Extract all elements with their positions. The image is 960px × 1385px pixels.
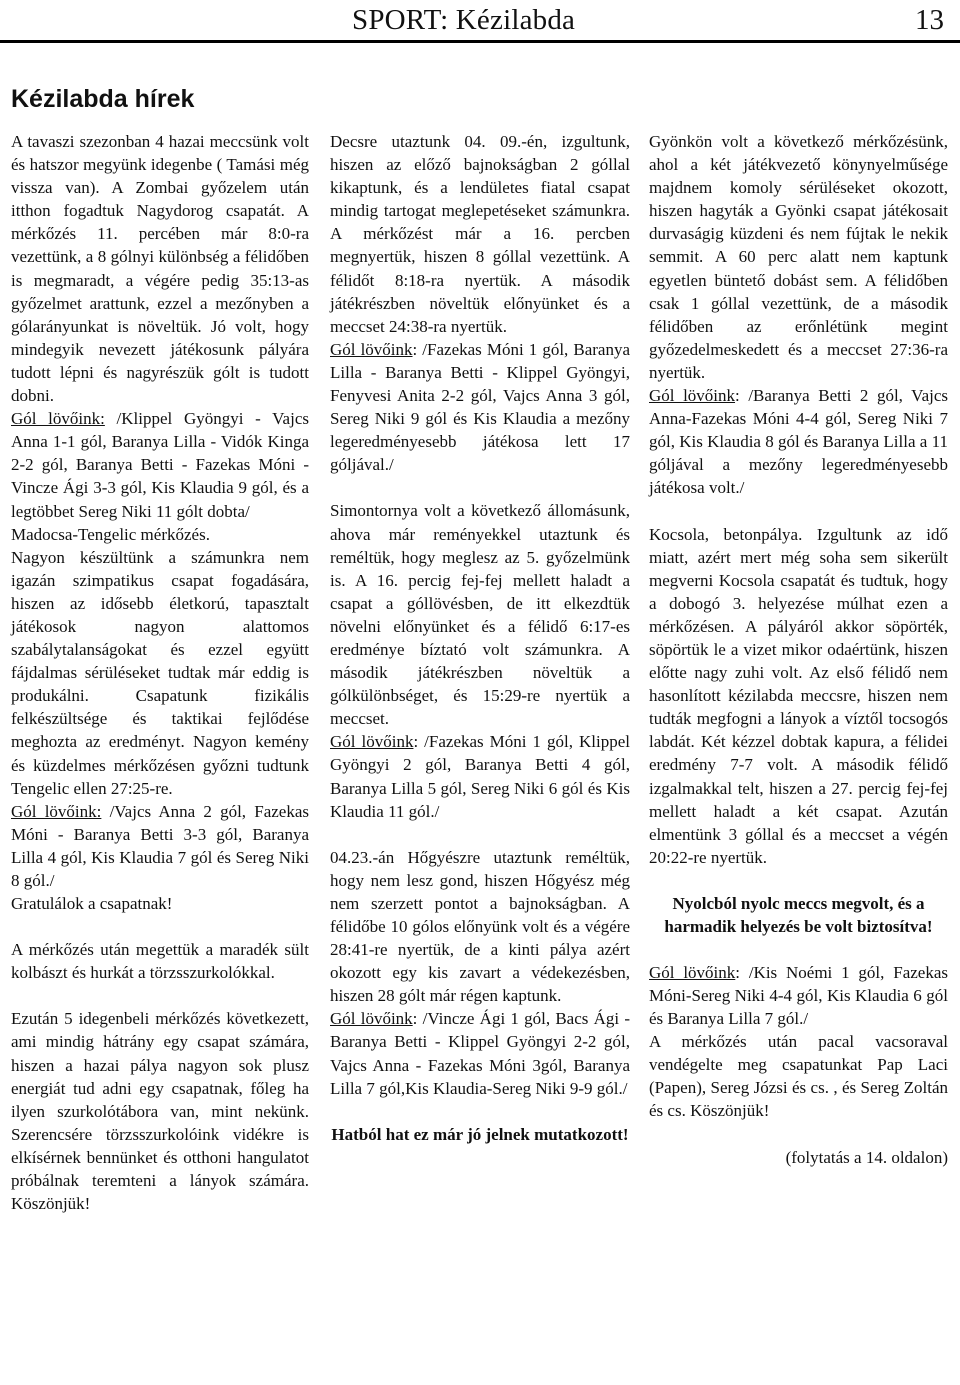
paragraph — [649, 961, 948, 1030]
scorers-list: : /Fazekas Móni 1 gól, Klippel Gyöngyi 2 gól, Baranya Betti 4 gól, Baranya Lilla 5 gól, Sereg Niki 6 gól és Kis Klaudia 11 gól./ — [330, 732, 630, 821]
paragraph: Kocsola, betonpálya. Izgultunk az idő miatt, azért mert még soha sem sikerült megverni Kocsola csapatát és tudtuk, hogy a dobogó 3. helyezése múlhat ezen a mérkőzésen. A pályáról akkor söpörték, söpörtük le a vizet mikor odaértünk, hiszen előtte nagy zuhi volt. Az első félidő nem hasonlított kézilabda meccsre, hiszen nem tudták megfogni a lányok a víztől tocsogós labdát. Két kézzel dobtak kapura, a félidei eredmény 7-7 volt. A második félidő izgalmakkal telt, hiszen a 27. percig fej-fej mellett haladt a két csapat. Azután elmentünk 3 góllal és a meccset a végén 20:22-re nyertük. — [649, 524, 948, 867]
spacer — [330, 823, 630, 846]
highlight-text: Nyolcból nyolc meccs megvolt, és a harmadik helyezés be volt biztosítva! — [664, 893, 933, 936]
header-title: SPORT: Kézilabda — [352, 4, 576, 36]
spacer — [330, 1100, 630, 1123]
paragraph — [11, 800, 309, 892]
paragraph: Simontornya volt a következő állomásunk, ahova már reményekkel utaztunk és reméltük, hogy meglesz az 5. győzelmünk is. A 16. percig fej-fej mellett haladt a csapat a góllövésben, de itt elkezdtük növelni előnyünket és a félidő 6:17-es eredménye bíztató volt számunkra. A második játékrészben növeltük a gólkülönbséget, és 15:29-re nyertük a meccset. — [330, 501, 630, 729]
paragraph — [330, 730, 630, 822]
scorers-list: : /Kis Noémi 1 gól, Fazekas Móni-Sereg Niki 4-4 gól, Kis Klaudia 6 gól és Baranya Lilla 7 gól./ — [649, 962, 948, 1029]
paragraph: Gyönkön volt a következő mérkőzésünk, ahol a két játékvezető könynyelműsége majdnem komoly sérüléseket okozott, hiszen hagyták a Gyönki csapat játékosait durvaságig küzdeni és nem fújtak le nekik semmit. A 60 perc alatt nem kaptunk egyetlen büntető dobást sem. A félidőben csak 1 góllal vezettünk, de a második félidőben az erőnlétünk megint győzedelmeskedett és a meccset 27:36-ra nyertük. — [649, 132, 948, 382]
section-title: Kézilabda hírek — [11, 85, 195, 113]
highlight-text: Hatból hat ez már jó jelnek mutatkozott! — [331, 1124, 629, 1144]
paragraph — [649, 384, 948, 499]
scorers-list: /Klippel Gyöngyi - Vajcs Anna 1-1 gól, Baranya Lilla - Vidók Kinga 2-2 gól, Baranya Betti - Fazekas Móni - Vincze Ági 3-3 gól, Kis Klaudia 9 gól, és a legtöbbet Sereg Niki 11 gólt dobta/ — [11, 409, 309, 521]
article-column-1 — [11, 130, 309, 1215]
scorers-label: Gól lövőink: — [11, 801, 102, 821]
scorers-label: Gól lövőink — [330, 732, 414, 752]
paragraph: A mérkőzés után megettük a maradék sült kolbászt és hurkát a törzsszurkolókkal. — [11, 940, 309, 983]
scorers-label: Gól lövőink — [649, 962, 736, 982]
scorers-list: /Vajcs Anna 2 gól, Fazekas Móni - Baranya Betti 3-3 gól, Baranya Lilla 4 gól, Kis Klaudia 7 gól és Sereg Niki 8 gól./ — [11, 801, 310, 890]
paragraph: A tavaszi szezonban 4 hazai meccsünk volt és hatszor megyünk idegenbe ( Tamási még vissza van). A Zombai győzelem után itthon fogadtuk Nagydorog csapatát. A mérkőzés 11. percében már 8:0-ra vezettünk, a 8 gólnyi különbség a félidőben is megmaradt, a végére pedig 35:13-as győzelmet arattunk, ezzel a mezőnyben a gólarányunkat is növeltük. Jó volt, hogy mindegyik nevezett játékosunk pályára tudott lépni és nagyrészük gólt is tudott dobni. — [11, 132, 309, 406]
spacer — [11, 915, 309, 938]
article-column-3 — [649, 130, 948, 1169]
page-header — [0, 0, 960, 43]
scorers-label: Gól lövőink — [330, 339, 413, 359]
scorers-label: Gól lövőink — [649, 386, 736, 406]
continuation-note: (folytatás a 14. oldalon) — [785, 1147, 948, 1167]
spacer — [649, 869, 948, 892]
paragraph: 04.23.-án Hőgyészre utaztunk reméltük, hogy nem lesz gond, hiszen Hőgyész még nem szerzett pontot a bajnokságban. A félidőbe 10 gólos előnyünk volt és a végére 28:41-re nyertük, de a kinti pálya azért okozott egy kis zavart a védekezésben, hiszen 28 gólt már régen kaptunk. — [330, 847, 630, 1006]
paragraph: Gratulálok a csapatnak! — [11, 894, 173, 914]
paragraph: Decsre utaztunk 04. 09.-én, izgultunk, hiszen az előző bajnokságban 2 góllal kikaptunk, és a lendületes fiatal csapat mindig tartogat meglepetéseket számunkra. A mérkőzést már a 16. percben megnyertük, hiszen 8 góllal vezettünk. A félidőt 8:18-ra nyertük. A második játékrészben növeltük előnyünket és a meccset 24:38-ra nyertük. — [330, 132, 630, 336]
page-number: 13 — [915, 4, 944, 36]
scorers-list: : /Fazekas Móni 1 gól, Baranya Lilla - Baranya Betti - Klippel Gyöngyi, Fenyvesi Anita 2-2 gól, Vajcs Anna 3 gól, Sereg Niki 9 gól és Kis Klaudia a mezőny legeredményesebb játékosa lett 17 góljával./ — [330, 339, 630, 475]
scorers-list: : /Vincze Ági 1 gól, Bacs Ági - Baranya Betti - Klippel Gyöngyi 2-2 gól, Vajcs Anna - Fazekas Móni 3gól, Baranya Lilla 7 gól,Kis Klaudia-Sereg Niki 9-9 gól./ — [330, 1009, 630, 1098]
spacer — [649, 1123, 948, 1146]
paragraph — [11, 407, 309, 522]
paragraph — [330, 338, 630, 477]
paragraph: Nagyon készültünk a számunkra nem igazán szimpatikus csapat fogadására, hiszen az idősebb életkorú, tapasztalt játékosok nagyon alattomos szabálytalanságokat és ezzel együtt fájdalmas sérüléseket tudtak már eddig is produkálni. Csapatunk fizikális felkészültsége és taktikai fejlődése meghozta az eredményt. Nagyon kemény és küzdelmes mérkőzésen győzni tudtunk Tengelic ellen 27:25-re. — [11, 547, 309, 798]
scorers-list: : /Baranya Betti 2 gól, Vajcs Anna-Fazekas Móni 4-4 gól, Sereg Niki 7 gól, Kis Klaudia 8 gól és Baranya Lilla a 11 góljával a mezőny legeredményesebb játékosa volt./ — [649, 386, 949, 498]
paragraph: Ezután 5 idegenbeli mérkőzés következett, ami mindig hátrány egy csapat számára, hiszen a hazai pálya nagyon sok plusz energiát tud adni egy csapatnak, főleg ha ilyen szurkolótábora van, mint nekünk. Szerencsére törzsszurkolóink vidékre is elkísérnek bennünket és otthoni hangulatot próbálnak teremteni a lányok számára. Köszönjük! — [11, 1009, 309, 1214]
paragraph: Madocsa-Tengelic mérkőzés. — [11, 524, 210, 544]
article-column-2 — [330, 130, 630, 1146]
spacer — [330, 476, 630, 499]
spacer — [649, 938, 948, 961]
scorers-label: Gól lövőink: — [11, 409, 105, 429]
spacer — [649, 500, 948, 523]
spacer — [11, 984, 309, 1007]
paragraph: A mérkőzés után pacal vacsoraval vendégelte meg csapatunkat Pap Laci (Papen), Sereg Józsi és cs. , és Sereg Zoltán és cs. Köszönjük! — [649, 1032, 948, 1121]
scorers-label: Gól lövőink — [330, 1009, 413, 1029]
paragraph — [330, 1007, 630, 1099]
